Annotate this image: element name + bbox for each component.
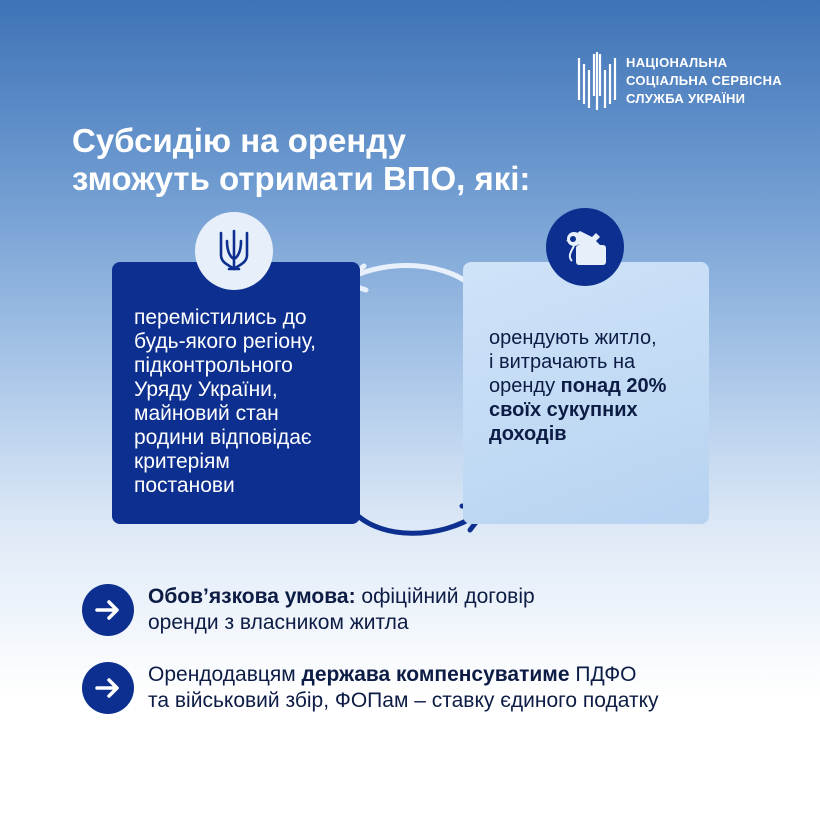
bullet-2-line-2: та військовий збір, ФОПам – ставку єдиного податку [148,689,659,712]
right-line-4 [489,398,699,422]
bullet-1-bold: Обов’язкова умова: [148,585,356,608]
bullet-mandatory-condition [82,584,535,636]
bullet-2-bold: держава компенсуватиме [301,663,570,686]
right-card-text [489,326,699,446]
key-icon [562,227,608,267]
bullet-2-line-1 [148,662,659,688]
key-badge [546,208,624,286]
bullet-1-line-2: оренди з власником житла [148,611,409,634]
left-line-2: будь-якого регіону, [134,330,316,353]
left-line-6: родини відповідає [134,426,312,449]
left-line-1: перемістились до [134,306,307,329]
logo-line-2: СОЦІАЛЬНА СЕРВІСНА [626,73,782,88]
bullet-compensation [82,662,659,714]
bullet-1-arrow-badge [82,584,134,636]
bullet-2-text-pre: Орендодавцям [148,663,302,686]
left-line-4: Уряду України, [134,378,278,401]
left-line-3: підконтрольного [134,354,293,377]
bottom-curved-arrow [354,512,478,533]
trident-badge [195,212,273,290]
logo-line-1: НАЦІОНАЛЬНА [626,55,728,70]
left-line-8: постанови [134,474,235,497]
arrow-right-icon [95,677,121,699]
nssu-logo [576,50,782,112]
right-card [463,262,709,524]
left-line-7: критеріям [134,450,230,473]
bullet-2-text-post: ПДФО [569,663,637,686]
bullet-1-line-1 [148,584,535,610]
right-line-5-bold: доходів [489,423,567,445]
bullet-2-arrow-badge [82,662,134,714]
top-curved-arrow [350,266,476,291]
right-line-1: орендують житло, [489,327,657,349]
logo-line-3: СЛУЖБА УКРАЇНИ [626,91,746,106]
left-card-text [134,306,352,498]
trident-barcode-icon [576,50,618,112]
right-line-4-bold: своїх сукупних [489,399,638,421]
bullet-2-text [148,662,659,714]
bullet-1-text [148,584,535,636]
trident-icon [217,229,251,273]
right-line-2: і витрачають на [489,351,636,373]
right-line-3-bold: понад 20% [560,375,667,397]
left-card [112,262,360,524]
title-line-2: зможуть отримати ВПО, які: [72,160,531,197]
arrow-right-icon [95,599,121,621]
right-line-3-normal: оренду [489,375,561,397]
logo-text [626,54,782,108]
right-line-3 [489,374,699,398]
bullet-1-text-1: офіційний договір [355,585,535,608]
right-line-5 [489,422,699,446]
title-line-1: Субсидію на оренду [72,122,406,159]
left-line-5: майновий стан [134,402,279,425]
page-title [72,122,530,198]
